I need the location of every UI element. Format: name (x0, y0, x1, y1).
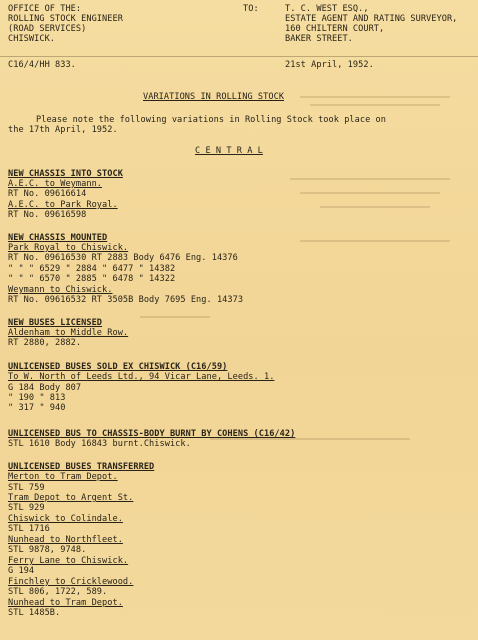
section-heading: UNLICENSED BUSES SOLD EX CHISWICK (C16/59) (8, 362, 228, 372)
intro-line-1: Please note the following variations in Rolling Stock took place on (36, 115, 386, 125)
list-item: A.E.C. to Weymann. (8, 179, 103, 189)
list-item: G 194 (8, 566, 35, 576)
bleed-mark (300, 96, 450, 98)
list-item: A.E.C. to Park Royal. (8, 200, 118, 210)
list-item: " 317 " 940 (8, 403, 66, 413)
bleed-mark (320, 206, 430, 208)
to-label: TO: (243, 4, 259, 14)
list-item: RT No. 09616614 (8, 189, 87, 199)
reference-number: C16/4/HH 833. (8, 60, 76, 70)
intro-line-2: the 17th April, 1952. (8, 125, 118, 135)
section-heading: NEW CHASSIS INTO STOCK (8, 169, 123, 179)
bleed-mark (300, 192, 440, 194)
list-item: Finchley to Cricklewood. (8, 577, 134, 587)
recipient-address-line: BAKER STREET. (285, 34, 353, 44)
list-item: Merton to Tram Depot. (8, 472, 118, 482)
list-item: Aldenham to Middle Row. (8, 328, 129, 338)
section-heading: UNLICENSED BUSES TRANSFERRED (8, 462, 155, 472)
list-item: Weymann to Chiswick. (8, 285, 113, 295)
list-item: " " " 6570 " 2885 " 6478 " 14322 (8, 274, 176, 284)
section-heading: NEW CHASSIS MOUNTED (8, 233, 108, 243)
letter-date: 21st April, 1952. (285, 60, 374, 70)
sender-address-line: CHISWICK. (8, 34, 56, 44)
sender-address-line: OFFICE OF THE: (8, 4, 82, 14)
header-divider (0, 56, 478, 57)
area-heading: C E N T R A L (195, 146, 263, 156)
section-heading: UNLICENSED BUS TO CHASSIS-BODY BURNT BY COHENS (C16/42) (8, 429, 296, 439)
recipient-address-line: T. C. WEST ESQ., (285, 4, 369, 14)
list-item: STL 929 (8, 503, 45, 513)
list-item: " " " 6529 " 2884 " 6477 " 14382 (8, 264, 176, 274)
list-item: STL 806, 1722, 589. (8, 587, 108, 597)
list-item: STL 1716 (8, 524, 50, 534)
bleed-mark (140, 316, 210, 318)
list-item: STL 759 (8, 483, 45, 493)
list-item: G 184 Body 807 (8, 383, 82, 393)
recipient-address-line: 160 CHILTERN COURT, (285, 24, 385, 34)
list-item: Chiswick to Colindale. (8, 514, 123, 524)
section-heading: NEW BUSES LICENSED (8, 318, 103, 328)
list-item: STL 1610 Body 16843 burnt.Chiswick. (8, 439, 191, 449)
document-title: VARIATIONS IN ROLLING STOCK (143, 92, 285, 102)
list-item: Nunhead to Northfleet. (8, 535, 123, 545)
bleed-mark (310, 104, 440, 106)
sender-address-line: (ROAD SERVICES) (8, 24, 87, 34)
list-item: STL 9878, 9748. (8, 545, 87, 555)
list-item: RT No. 09616598 (8, 210, 87, 220)
list-item: " 190 " 813 (8, 393, 66, 403)
list-item: STL 1485B. (8, 608, 61, 618)
sender-address-line: ROLLING STOCK ENGINEER (8, 14, 123, 24)
recipient-address-line: ESTATE AGENT AND RATING SURVEYOR, (285, 14, 458, 24)
list-item: RT 2880, 2882. (8, 338, 82, 348)
list-item: Park Royal to Chiswick. (8, 243, 129, 253)
list-item: Ferry Lane to Chiswick. (8, 556, 129, 566)
list-item: To W. North of Leeds Ltd., 94 Vicar Lane, Leeds. 1. (8, 372, 275, 382)
list-item: RT No. 09616532 RT 3505B Body 7695 Eng. 14373 (8, 295, 244, 305)
list-item: RT No. 09616530 RT 2883 Body 6476 Eng. 14376 (8, 253, 238, 263)
bleed-mark (300, 240, 450, 242)
list-item: Tram Depot to Argent St. (8, 493, 134, 503)
bleed-mark (210, 438, 410, 440)
bleed-mark (290, 178, 450, 180)
list-item: Nunhead to Tram Depot. (8, 598, 123, 608)
